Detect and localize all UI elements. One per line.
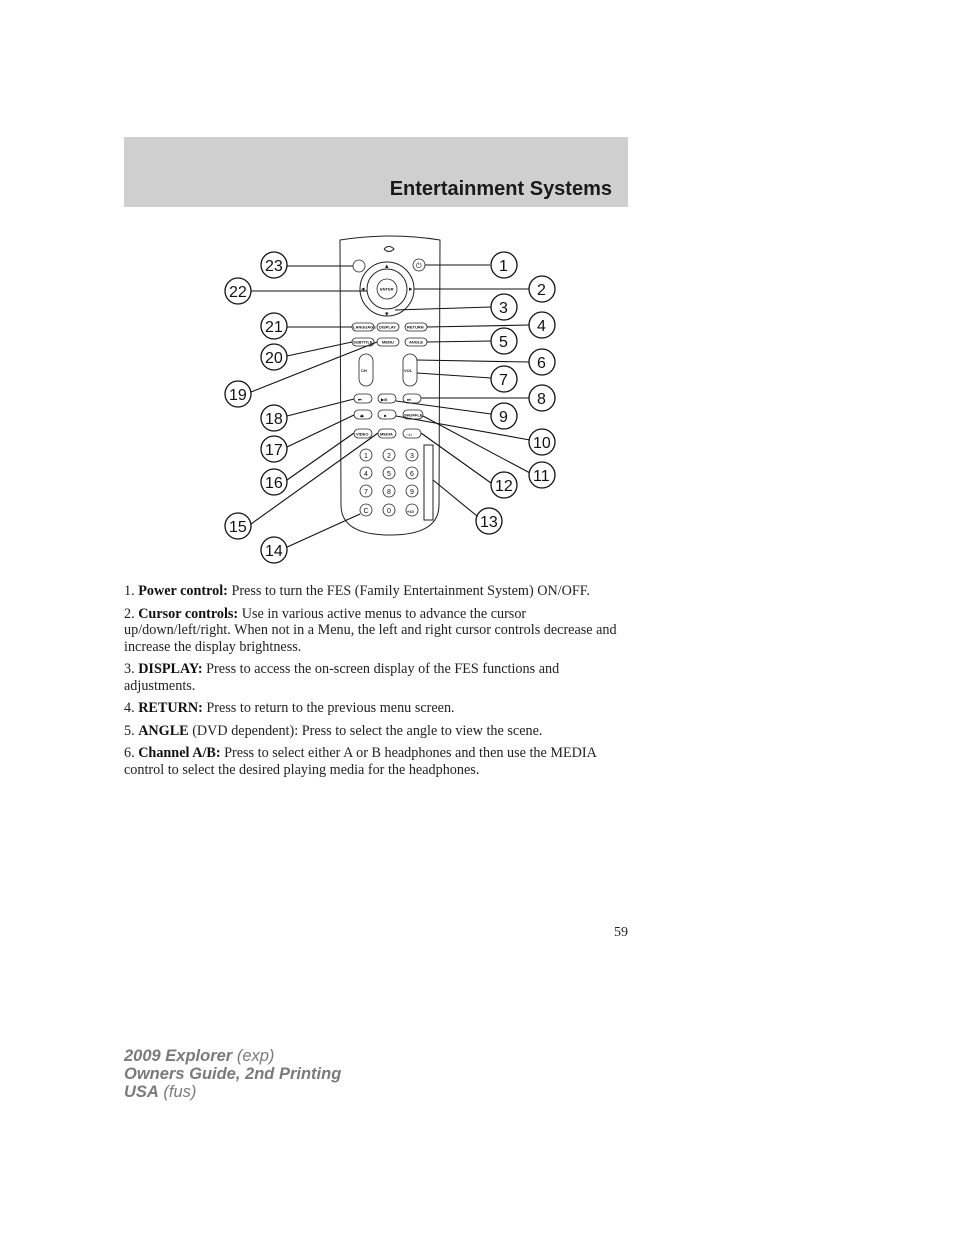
svg-text:5: 5 [499, 334, 508, 351]
return-label: RETURN [407, 324, 424, 330]
next-button [403, 394, 421, 403]
section-title: Entertainment Systems [389, 178, 612, 200]
svg-text:7: 7 [364, 489, 368, 496]
item-return: 4. RETURN: Press to return to the previous menu screen. [124, 700, 455, 716]
page-number: 59 [614, 925, 628, 940]
svg-text:3: 3 [499, 300, 508, 317]
keypad-bracket [424, 445, 433, 520]
subtitle-label: SUBTITLE [353, 339, 373, 345]
svg-text:12: 12 [495, 478, 513, 495]
callout-12 [491, 472, 517, 498]
media-label: MEDIA [380, 431, 393, 437]
callout-18 [261, 405, 287, 431]
svg-text:8: 8 [537, 391, 546, 408]
svg-text:9: 9 [410, 489, 414, 496]
svg-text:21: 21 [265, 319, 283, 336]
callout-7 [491, 366, 517, 392]
callout-8 [529, 385, 555, 411]
callout-14 [261, 537, 287, 563]
svg-text:16: 16 [265, 475, 283, 492]
ch-label: CH [361, 368, 367, 373]
callout-17 [261, 436, 287, 462]
vol-label: VOL [404, 368, 413, 373]
remote-control-diagram [215, 230, 575, 570]
angle-label: ANGLE [409, 339, 423, 345]
feature-descriptions [124, 583, 630, 784]
footer-line-3: USA (fus) [124, 1083, 197, 1101]
svg-text:19: 19 [229, 387, 247, 404]
language-label: LANGUAGE [353, 324, 376, 330]
svg-text:0: 0 [387, 508, 391, 515]
video-label: VIDEO [356, 431, 369, 437]
svg-text:1: 1 [364, 453, 368, 460]
footer-line-1: 2009 Explorer (exp) [124, 1047, 275, 1065]
callout-1 [491, 252, 517, 278]
remote-control-illustration [215, 230, 575, 570]
svg-text:18: 18 [265, 411, 283, 428]
callout-13 [476, 508, 502, 534]
svg-text:C: C [363, 508, 369, 515]
keypad [360, 449, 418, 516]
previous-icon: ⏮ [358, 397, 362, 402]
item-cursor-controls: 2. Cursor controls: Use in various active menus to advance the cursor up/down/left/right. When not in a Menu, the left and right cursor controls decrease and increase the display brightness. [124, 605, 617, 655]
svg-text:4: 4 [364, 471, 368, 478]
callout-6 [529, 349, 555, 375]
stop-button [378, 410, 396, 419]
callout-22 [225, 278, 251, 304]
callout-21 [261, 313, 287, 339]
svg-text:9: 9 [499, 409, 508, 426]
svg-text:1: 1 [499, 258, 508, 275]
footer-line-2: Owners Guide, 2nd Printing [124, 1065, 342, 1083]
section-header-band [124, 137, 628, 207]
callout-3 [491, 294, 517, 320]
svg-text:3: 3 [410, 453, 414, 460]
svg-text:17: 17 [265, 442, 283, 459]
svg-text:10: 10 [533, 435, 551, 452]
callout-20 [261, 344, 287, 370]
svg-text:23: 23 [265, 258, 283, 275]
svg-text:11: 11 [533, 468, 550, 485]
callout-23 [261, 252, 287, 278]
svg-text:14: 14 [265, 543, 283, 560]
power-icon: ⏻ [416, 263, 422, 270]
cursor-up-icon: ▴ [385, 263, 389, 270]
enter-label: ENTER [380, 286, 394, 292]
callout-11 [529, 462, 555, 488]
callout-4 [529, 312, 555, 338]
light-button [353, 260, 365, 272]
svg-text:6: 6 [410, 471, 414, 478]
svg-text:+10: +10 [407, 509, 414, 514]
callout-5 [491, 328, 517, 354]
svg-text:15: 15 [229, 519, 247, 536]
top-logo-icon [384, 247, 394, 252]
eject-icon: ⏏ [360, 413, 364, 418]
play-pause-icon: ▶/II [381, 397, 388, 402]
cursor-down-icon: ▾ [385, 311, 389, 318]
svg-text:5: 5 [387, 471, 391, 478]
svg-text:7: 7 [499, 372, 508, 389]
svg-text:2: 2 [537, 282, 546, 299]
next-icon: ⏭ [407, 397, 411, 402]
menu-label: MENU [382, 339, 394, 345]
cursor-left-icon: ◂ [361, 286, 365, 293]
document-footer [124, 1047, 341, 1101]
item-channel-ab: 6. Channel A/B: Press to select either A or B headphones and then use the MEDIA control to select the desired playing media for the headphones. [124, 745, 597, 778]
svg-text:4: 4 [537, 318, 546, 335]
headphone-icon: ∩/◖ [406, 432, 413, 437]
svg-text:8: 8 [387, 489, 391, 496]
callout-19 [225, 381, 251, 407]
item-power-control: 1. Power control: Press to turn the FES (Family Entertainment System) ON/OFF. [124, 583, 591, 599]
callout-10 [529, 429, 555, 455]
svg-text:6: 6 [537, 355, 546, 372]
display-label: DISPLAY [379, 324, 396, 330]
cursor-right-icon: ▸ [409, 286, 413, 293]
svg-text:2: 2 [387, 453, 391, 460]
shuffle-label: SHUFFLE [404, 412, 423, 418]
item-angle: 5. ANGLE (DVD dependent): Press to select the angle to view the scene. [124, 722, 543, 739]
callout-9 [491, 403, 517, 429]
stop-icon: ■ [384, 413, 387, 418]
callout-15 [225, 513, 251, 539]
callout-16 [261, 469, 287, 495]
callout-2 [529, 276, 555, 302]
svg-text:22: 22 [229, 284, 247, 301]
svg-text:20: 20 [265, 350, 283, 367]
svg-text:13: 13 [480, 514, 498, 531]
item-display: 3. DISPLAY: Press to access the on-screen display of the FES functions and adjustments. [124, 661, 560, 694]
previous-button [354, 394, 372, 403]
